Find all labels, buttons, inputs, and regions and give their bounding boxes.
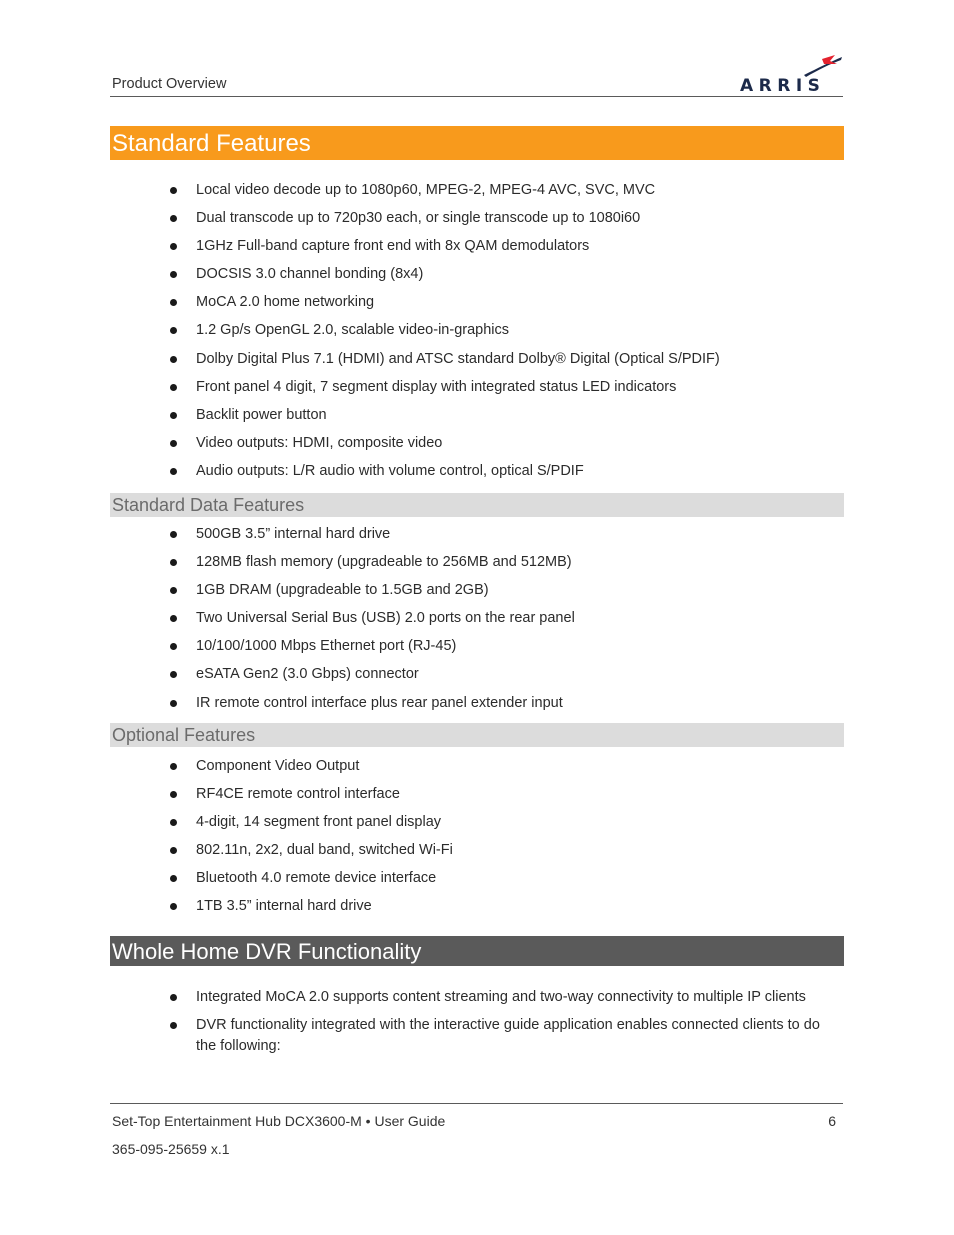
bullet-icon [170, 327, 177, 334]
bullet-icon [170, 215, 177, 222]
bullet-icon [170, 1022, 177, 1029]
bullet-icon [170, 763, 177, 770]
bullet-icon [170, 903, 177, 910]
list-item [0, 264, 838, 285]
list-item [0, 377, 838, 398]
standard-features-heading: Standard Features [110, 126, 844, 160]
list-item-text: 4-digit, 14 segment front panel display [196, 814, 442, 831]
bullet-icon [170, 187, 177, 194]
bullet-icon [170, 875, 177, 882]
list-item [0, 896, 838, 917]
list-item-text: RF4CE remote control interface [196, 786, 400, 803]
list-item [0, 236, 838, 257]
list-item-text: DOCSIS 3.0 channel bonding (8x4) [196, 266, 424, 283]
list-item [0, 461, 838, 482]
bullet-icon [170, 819, 177, 826]
bullet-icon [170, 615, 177, 622]
whole-home-dvr-list [0, 987, 838, 1064]
list-item [0, 987, 838, 1008]
bullet-icon [170, 587, 177, 594]
list-item-text: Backlit power button [196, 406, 327, 423]
list-item [0, 433, 838, 454]
list-item [0, 580, 838, 601]
bullet-icon [170, 791, 177, 798]
bullet-icon [170, 299, 177, 306]
standard-data-features-heading: Standard Data Features [110, 493, 844, 517]
list-item [0, 552, 838, 573]
list-item-text: Dual transcode up to 720p30 each, or single transcode up to 1080i60 [196, 210, 641, 227]
footer-document-number: 365-095-25659 x.1 [112, 1141, 230, 1157]
footer-divider [110, 1103, 843, 1104]
bullet-icon [170, 412, 177, 419]
list-item-text: 802.11n, 2x2, dual band, switched Wi-Fi [196, 842, 453, 859]
bullet-icon [170, 994, 177, 1001]
list-item-text: Two Universal Serial Bus (USB) 2.0 ports on the rear panel [196, 610, 575, 627]
list-item [0, 868, 838, 889]
arris-logo [738, 54, 844, 94]
list-item-text: eSATA Gen2 (3.0 Gbps) connector [196, 666, 419, 683]
whole-home-dvr-heading: Whole Home DVR Functionality [110, 936, 844, 966]
optional-features-list [0, 756, 838, 925]
list-item [0, 693, 838, 714]
bullet-icon [170, 847, 177, 854]
list-item [0, 292, 838, 313]
optional-features-heading: Optional Features [110, 723, 844, 747]
standard-data-features-list [0, 524, 838, 721]
bullet-icon [170, 243, 177, 250]
list-item-text: Integrated MoCA 2.0 supports content streaming and two-way connectivity to multiple IP clients [196, 989, 806, 1005]
list-item-text: Bluetooth 4.0 remote device interface [196, 870, 437, 887]
list-item-text: 500GB 3.5” internal hard drive [196, 526, 391, 542]
list-item-text: MoCA 2.0 home networking [196, 294, 375, 311]
list-item [0, 756, 838, 777]
list-item [0, 349, 838, 370]
bullet-icon [170, 271, 177, 278]
list-item-text: Audio outputs: L/R audio with volume control, optical S/PDIF [196, 462, 584, 479]
list-item-text: Front panel 4 digit, 7 segment display with integrated status LED indicators [196, 378, 677, 395]
list-item-text: Component Video Output [196, 758, 360, 774]
list-item-text: 1GHz Full-band capture front end with 8x QAM demodulators [196, 238, 590, 255]
list-item [0, 664, 838, 685]
list-item-text: DVR functionality integrated with the interactive guide application enables connected clients to do the following: [196, 1017, 820, 1054]
page-number: 6 [828, 1113, 836, 1129]
list-item [0, 784, 838, 805]
bullet-icon [170, 384, 177, 391]
list-item [0, 320, 838, 341]
bullet-icon [170, 531, 177, 538]
logo-swoosh-red [822, 55, 837, 64]
bullet-icon [170, 559, 177, 566]
list-item-text: 1.2 Gp/s OpenGL 2.0, scalable video-in-graphics [196, 322, 509, 339]
list-item [0, 636, 838, 657]
list-item [0, 840, 838, 861]
list-item [0, 208, 838, 229]
list-item [0, 1015, 838, 1057]
list-item-text: 1TB 3.5” internal hard drive [196, 898, 372, 915]
header-divider [110, 96, 843, 97]
bullet-icon [170, 440, 177, 447]
list-item-text: Dolby Digital Plus 7.1 (HDMI) and ATSC standard Dolby® Digital (Optical S/PDIF) [196, 350, 720, 367]
list-item [0, 812, 838, 833]
bullet-icon [170, 468, 177, 475]
list-item-text: IR remote control interface plus rear panel extender input [196, 694, 563, 711]
list-item-text: 1GB DRAM (upgradeable to 1.5GB and 2GB) [196, 582, 489, 599]
list-item [0, 524, 838, 545]
bullet-icon [170, 671, 177, 678]
list-item [0, 180, 838, 201]
list-item [0, 608, 838, 629]
list-item-text: Local video decode up to 1080p60, MPEG-2, MPEG-4 AVC, SVC, MVC [196, 182, 656, 198]
header-section-label: Product Overview [112, 76, 227, 92]
logo-wordmark: ARRIS [740, 76, 826, 94]
list-item [0, 405, 838, 426]
standard-features-list [0, 180, 838, 489]
bullet-icon [170, 643, 177, 650]
bullet-icon [170, 356, 177, 363]
list-item-text: 128MB flash memory (upgradeable to 256MB and 512MB) [196, 554, 572, 571]
footer-document-title: Set-Top Entertainment Hub DCX3600-M • User Guide [112, 1113, 446, 1129]
list-item-text: Video outputs: HDMI, composite video [196, 434, 443, 451]
list-item-text: 10/100/1000 Mbps Ethernet port (RJ-45) [196, 638, 457, 655]
bullet-icon [170, 700, 177, 707]
